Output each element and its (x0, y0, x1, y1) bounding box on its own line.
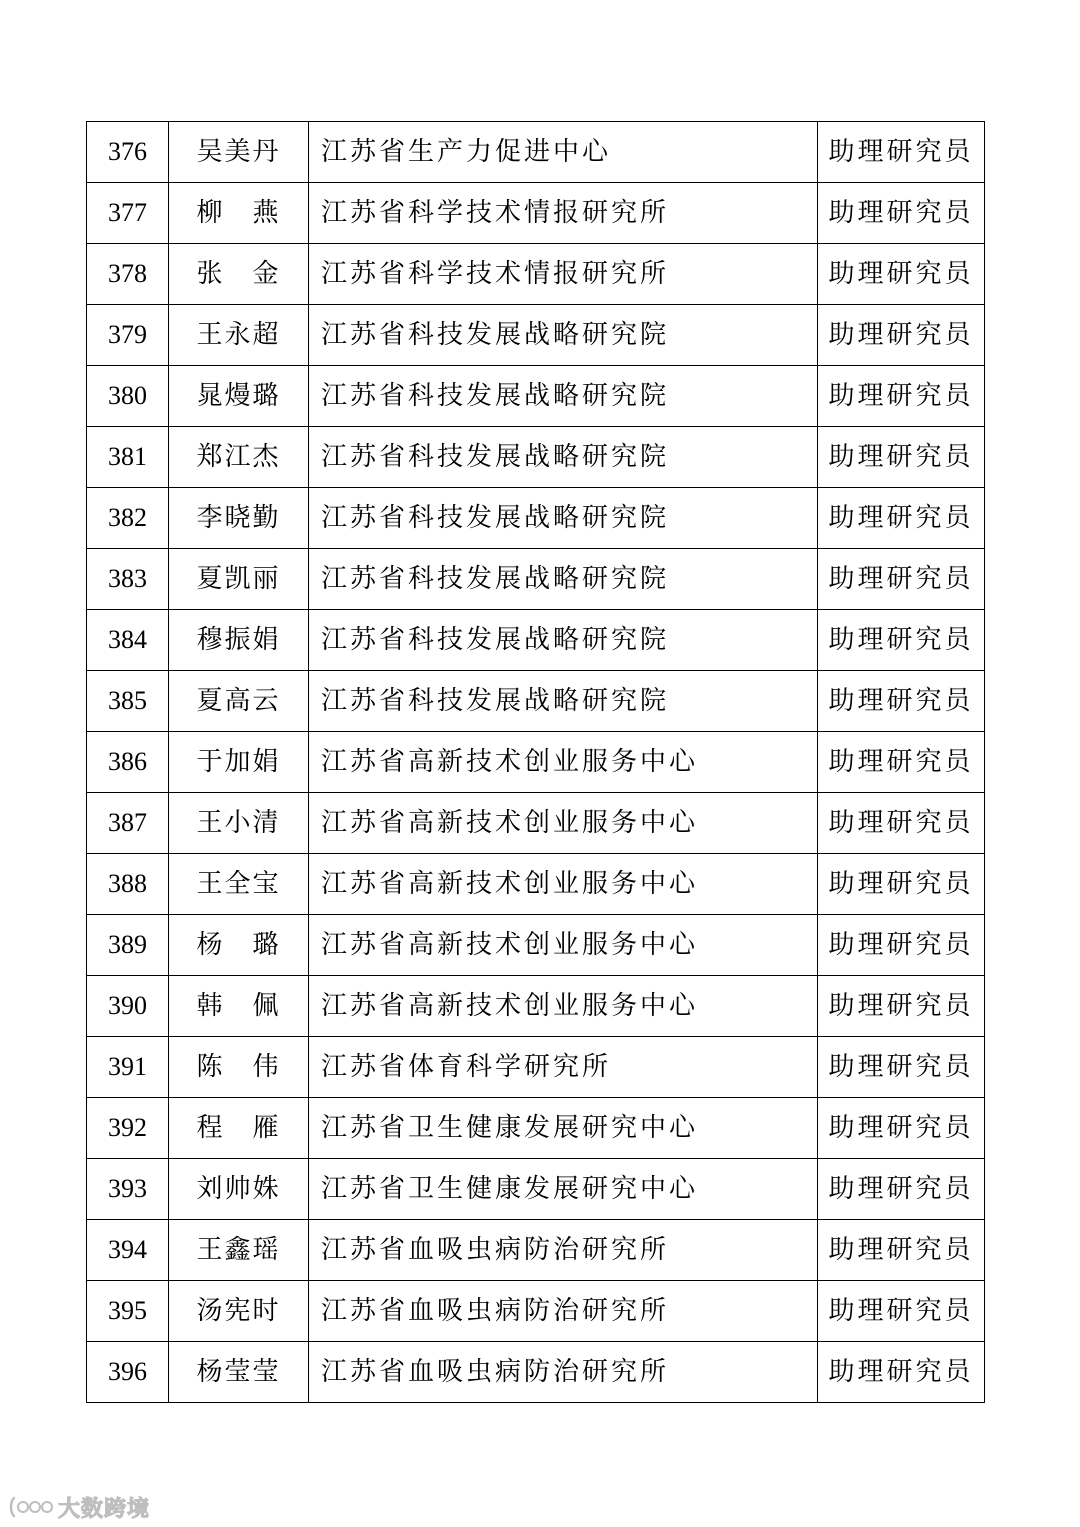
person-name: 夏高云 (169, 671, 309, 732)
watermark (8, 1492, 150, 1522)
work-unit: 江苏省高新技术创业服务中心 (309, 976, 818, 1037)
person-name: 张 金 (169, 244, 309, 305)
person-name: 刘帅姝 (169, 1159, 309, 1220)
table-row (87, 1342, 985, 1403)
person-name: 吴美丹 (169, 122, 309, 183)
work-unit: 江苏省科技发展战略研究院 (309, 671, 818, 732)
job-title: 助理研究员 (818, 305, 985, 366)
work-unit: 江苏省体育科学研究所 (309, 1037, 818, 1098)
row-number: 396 (87, 1342, 169, 1403)
work-unit: 江苏省科技发展战略研究院 (309, 488, 818, 549)
brand-logo-icon (8, 1494, 54, 1520)
table-row (87, 610, 985, 671)
table-row (87, 122, 985, 183)
job-title: 助理研究员 (818, 488, 985, 549)
job-title: 助理研究员 (818, 183, 985, 244)
job-title: 助理研究员 (818, 1159, 985, 1220)
table-row (87, 915, 985, 976)
row-number: 389 (87, 915, 169, 976)
row-number: 387 (87, 793, 169, 854)
work-unit: 江苏省高新技术创业服务中心 (309, 854, 818, 915)
job-title: 助理研究员 (818, 122, 985, 183)
job-title: 助理研究员 (818, 1098, 985, 1159)
table-body (87, 122, 985, 1403)
table-row (87, 976, 985, 1037)
table-row (87, 1281, 985, 1342)
work-unit: 江苏省高新技术创业服务中心 (309, 793, 818, 854)
person-name: 汤宪时 (169, 1281, 309, 1342)
work-unit: 江苏省科学技术情报研究所 (309, 183, 818, 244)
row-number: 378 (87, 244, 169, 305)
work-unit: 江苏省科技发展战略研究院 (309, 427, 818, 488)
row-number: 391 (87, 1037, 169, 1098)
job-title: 助理研究员 (818, 366, 985, 427)
row-number: 384 (87, 610, 169, 671)
personnel-table (86, 121, 985, 1403)
job-title: 助理研究员 (818, 1342, 985, 1403)
row-number: 381 (87, 427, 169, 488)
work-unit: 江苏省卫生健康发展研究中心 (309, 1098, 818, 1159)
person-name: 晁熳璐 (169, 366, 309, 427)
table-row (87, 793, 985, 854)
table-row (87, 427, 985, 488)
row-number: 386 (87, 732, 169, 793)
work-unit: 江苏省血吸虫病防治研究所 (309, 1342, 818, 1403)
table-row (87, 244, 985, 305)
job-title: 助理研究员 (818, 976, 985, 1037)
row-number: 395 (87, 1281, 169, 1342)
row-number: 377 (87, 183, 169, 244)
person-name: 夏凯丽 (169, 549, 309, 610)
work-unit: 江苏省卫生健康发展研究中心 (309, 1159, 818, 1220)
table-row (87, 183, 985, 244)
work-unit: 江苏省血吸虫病防治研究所 (309, 1220, 818, 1281)
person-name: 韩 佩 (169, 976, 309, 1037)
row-number: 382 (87, 488, 169, 549)
job-title: 助理研究员 (818, 549, 985, 610)
table-row (87, 854, 985, 915)
job-title: 助理研究员 (818, 1220, 985, 1281)
row-number: 380 (87, 366, 169, 427)
work-unit: 江苏省高新技术创业服务中心 (309, 915, 818, 976)
row-number: 385 (87, 671, 169, 732)
person-name: 郑江杰 (169, 427, 309, 488)
person-name: 穆振娟 (169, 610, 309, 671)
work-unit: 江苏省科技发展战略研究院 (309, 549, 818, 610)
job-title: 助理研究员 (818, 915, 985, 976)
row-number: 392 (87, 1098, 169, 1159)
job-title: 助理研究员 (818, 732, 985, 793)
row-number: 376 (87, 122, 169, 183)
work-unit: 江苏省科技发展战略研究院 (309, 610, 818, 671)
person-name: 李晓勤 (169, 488, 309, 549)
work-unit: 江苏省科技发展战略研究院 (309, 366, 818, 427)
table-row (87, 1159, 985, 1220)
job-title: 助理研究员 (818, 610, 985, 671)
table-row (87, 671, 985, 732)
person-name: 王小清 (169, 793, 309, 854)
job-title: 助理研究员 (818, 671, 985, 732)
table-row (87, 488, 985, 549)
job-title: 助理研究员 (818, 854, 985, 915)
row-number: 390 (87, 976, 169, 1037)
row-number: 383 (87, 549, 169, 610)
work-unit: 江苏省生产力促进中心 (309, 122, 818, 183)
person-name: 王永超 (169, 305, 309, 366)
job-title: 助理研究员 (818, 1037, 985, 1098)
person-name: 于加娟 (169, 732, 309, 793)
work-unit: 江苏省科技发展战略研究院 (309, 305, 818, 366)
person-name: 王全宝 (169, 854, 309, 915)
job-title: 助理研究员 (818, 427, 985, 488)
person-name: 杨 璐 (169, 915, 309, 976)
row-number: 393 (87, 1159, 169, 1220)
table-row (87, 1037, 985, 1098)
table-row (87, 549, 985, 610)
person-name: 柳 燕 (169, 183, 309, 244)
person-name: 陈 伟 (169, 1037, 309, 1098)
row-number: 388 (87, 854, 169, 915)
watermark-text: 大数跨境 (58, 1496, 151, 1522)
row-number: 379 (87, 305, 169, 366)
person-name: 王鑫瑶 (169, 1220, 309, 1281)
job-title: 助理研究员 (818, 793, 985, 854)
table-row (87, 732, 985, 793)
table-row (87, 305, 985, 366)
row-number: 394 (87, 1220, 169, 1281)
job-title: 助理研究员 (818, 1281, 985, 1342)
work-unit: 江苏省科学技术情报研究所 (309, 244, 818, 305)
table-row (87, 366, 985, 427)
person-name: 程 雁 (169, 1098, 309, 1159)
work-unit: 江苏省高新技术创业服务中心 (309, 732, 818, 793)
table-row (87, 1220, 985, 1281)
work-unit: 江苏省血吸虫病防治研究所 (309, 1281, 818, 1342)
job-title: 助理研究员 (818, 244, 985, 305)
table-row (87, 1098, 985, 1159)
person-name: 杨莹莹 (169, 1342, 309, 1403)
